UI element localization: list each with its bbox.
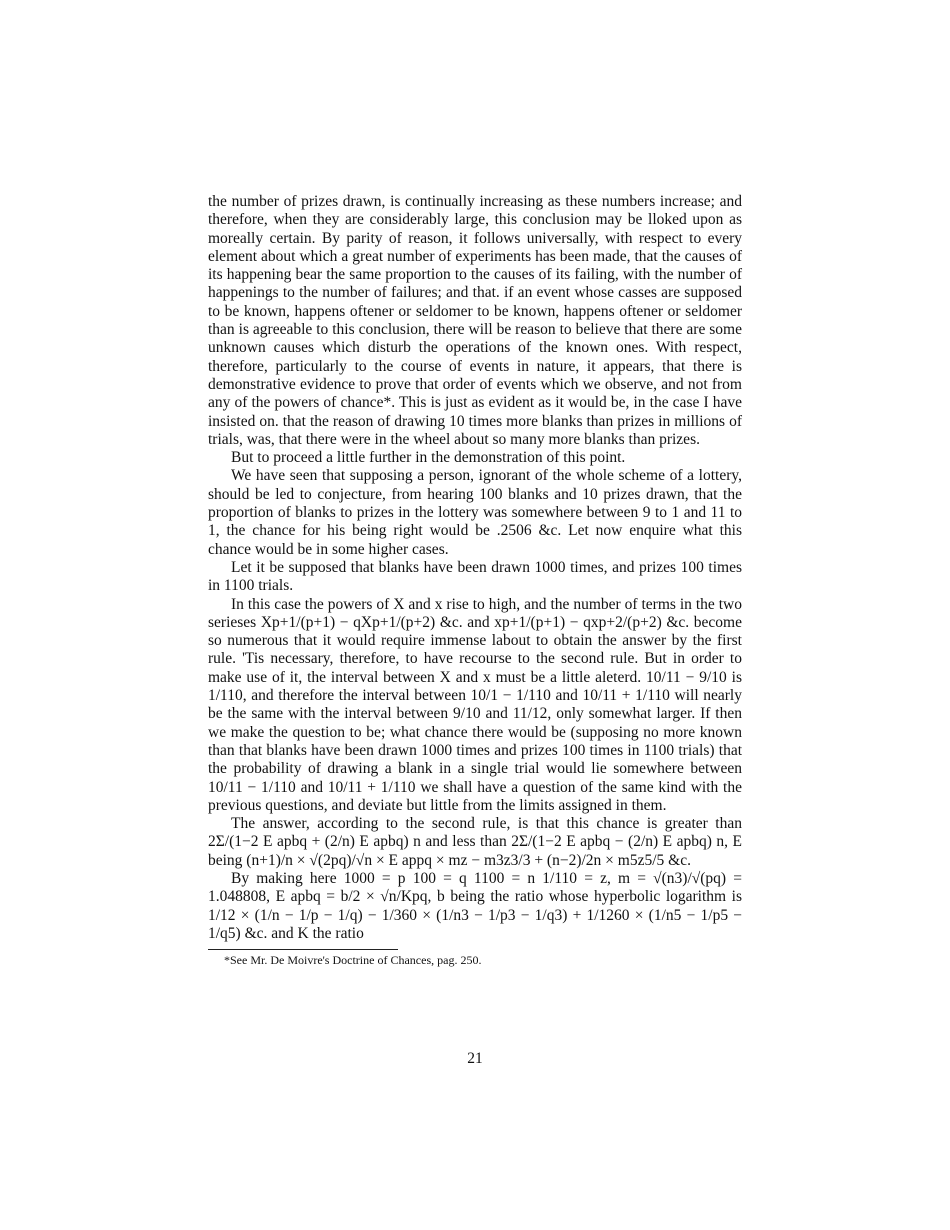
footnote: *See Mr. De Moivre's Doctrine of Chances, pag. 250. — [224, 953, 482, 968]
footnote-separator — [208, 949, 398, 950]
paragraph-4: Let it be supposed that blanks have been drawn 1000 times, and prizes 100 times in 1100 trials. — [208, 558, 742, 595]
page-number: 21 — [467, 1050, 483, 1067]
page-body — [208, 193, 742, 968]
paragraph-7: By making here 1000 = p 100 = q 1100 = n 1/110 = z, m = √(n3)/√(pq) = 1.048808, E apbq = b/2 × √n/Kpq, b being the ratio whose hyperbolic logarithm is 1/12 × (1/n − 1/p − 1/q) − 1/360 × (1/n3 − 1/p3 − 1/q3) + 1/1260 × (1/n5 − 1/p5 − 1/q5) &c. and K the ratio — [208, 869, 742, 942]
paragraph-2: But to proceed a little further in the demonstration of this point. — [231, 449, 626, 467]
paragraph-3: We have seen that supposing a person, ignorant of the whole scheme of a lottery, should be led to conjecture, from hearing 100 blanks and 10 prizes drawn, that the proportion of blanks to prizes in the lottery was somewhere between 9 to 1 and 11 to 1, the chance for his being right would be .2506 &c. Let now enquire what this chance would be in some higher cases. — [208, 467, 742, 558]
paragraph-6: The answer, according to the second rule, is that this chance is greater than 2Σ/(1−2 E apbq + (2/n) E apbq) n and less than 2Σ/(1−2 E apbq − (2/n) E apbq) n, E being (n+1)/n × √(2pq)/√n × E appq × mz − m3z3/3 + (n−2)/2n × m5z5/5 &c. — [208, 815, 742, 869]
paragraph-1: the number of prizes drawn, is continually increasing as these numbers increase; and therefore, when they are considerably large, this conclusion may be lloked upon as moreally certain. By parity of reason, it follows universally, with respect to every element about which a great number of experiments has been made, that the causes of its happening bear the same proportion to the causes of its failing, with the number of happenings to the number of failures; and that. if an event whose casses are supposed to be known, happens oftener or seldomer to be known, happens oftener or seldomer than is agreeable to this conclusion, there will be reason to believe that there are some unknown causes which disturb the operations of the known ones. With respect, therefore, particularly to the course of events in nature, it appears, that there is demonstrative evidence to prove that order of events which we observe, and not from any of the powers of chance*. This is just as evident as it would be, in the case I have insisted on. that the reason of drawing 10 times more blanks than prizes in millions of trials, was, that there were in the wheel about so many more blanks than prizes. — [208, 193, 742, 448]
paragraph-5: In this case the powers of X and x rise to high, and the number of terms in the two serieses Xp+1/(p+1) − qXp+1/(p+2) &c. and xp+1/(p+1) − qxp+2/(p+2) &c. become so numerous that it would require immense labout to obtain the answer by the first rule. 'Tis necessary, therefore, to have recourse to the second rule. But in order to make use of it, the interval between X and x must be a little aleterd. 10/11 − 9/10 is 1/110, and therefore the interval between 10/1 − 1/110 and 10/11 + 1/110 will nearly be the same with the interval between 9/10 and 11/12, only somewhat larger. If then we make the question to be; what chance there would be (supposing no more known than that blanks have been drawn 1000 times and prizes 100 times in 1100 trials) that the probability of drawing a blank in a single trial would lie somewhere between 10/11 − 1/110 and 10/11 + 1/110 we shall have a question of the same kind with the previous questions, and deviate but little from the limits assigned in them. — [208, 595, 742, 814]
